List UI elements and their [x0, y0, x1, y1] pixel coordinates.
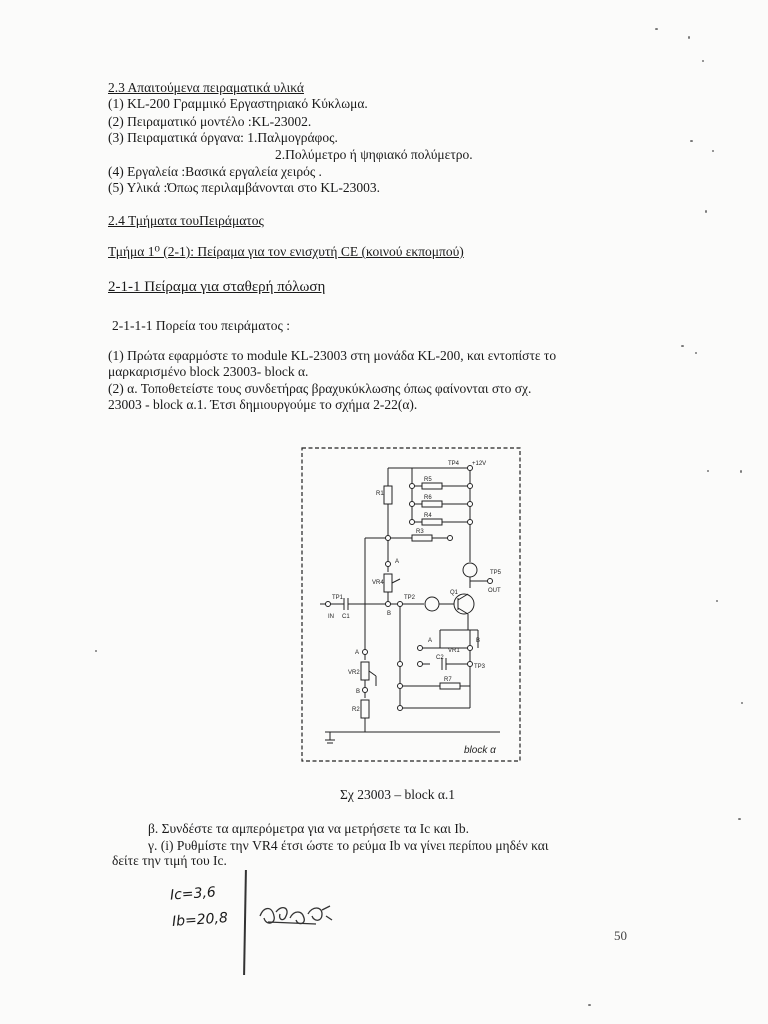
instruction-line: δείτε την τιμή του Ic. [112, 853, 227, 868]
section-heading-required-materials: 2.3 Απαιτούμενα πειραματικά υλικά [108, 80, 304, 95]
label-r5: R5 [424, 477, 432, 483]
paragraph-line: (1) Πρώτα εφαρμόστε το module KL-23003 στη μονάδα KL-200, και εντοπίστε το [108, 348, 557, 363]
terminal [410, 502, 415, 507]
list-item: (1) KL-200 Γραμμικό Εργαστηριακό Κύκλωμα. [108, 96, 368, 111]
label-vcc: +12V [472, 461, 487, 467]
scan-speck [702, 60, 704, 62]
label-vr1: VR1 [448, 648, 460, 654]
terminal [363, 688, 368, 693]
label-q1: Q1 [450, 590, 459, 596]
label-tp5: TP5 [490, 570, 502, 576]
handwritten-ib: Ib=20,8 [171, 910, 229, 930]
scan-speck [738, 818, 741, 820]
label-r6: R6 [424, 495, 432, 501]
terminal [418, 646, 423, 651]
section-heading-experiment-parts: 2.4 Τμήματα τουΠειράματος [108, 213, 264, 228]
scan-speck [712, 150, 714, 152]
terminal [326, 602, 331, 607]
part-heading: Τμήμα 1⁰ (2-1): Πείραμα για τον ενισχυτή CE (κοινού εκπομπού) [108, 244, 464, 259]
scan-speck [690, 140, 693, 142]
label-b3: B [356, 689, 361, 695]
label-r7: R7 [444, 677, 452, 683]
label-a1: A [395, 559, 400, 565]
terminal [386, 602, 391, 607]
scan-speck [705, 210, 707, 213]
label-vr4: VR4 [372, 580, 384, 586]
scan-speck [95, 650, 97, 652]
terminal [386, 562, 391, 567]
list-item: (4) Εργαλεία :Βασικά εργαλεία χειρός . [108, 164, 322, 179]
scan-speck [741, 702, 743, 704]
resistor-r5 [422, 483, 442, 489]
circuit-diagram [300, 446, 522, 764]
terminal [488, 579, 493, 584]
label-vr2: VR2 [348, 670, 360, 676]
signature-doodle [256, 898, 336, 930]
label-r1: R1 [376, 491, 384, 497]
terminal [418, 662, 423, 667]
instruction-line: γ. (i) Ρυθμίστε την VR4 έτσι ώστε το ρεύμα Ib να γίνει περίπου μηδέν και [148, 838, 549, 853]
figure-caption: Σχ 23003 – block α.1 [340, 787, 456, 802]
label-c1: C1 [342, 614, 350, 620]
label-r4: R4 [424, 513, 432, 519]
label-a2: A [428, 638, 433, 644]
procedure-heading: 2-1-1-1 Πορεία του πειράματος : [112, 318, 290, 333]
label-b2: B [476, 638, 481, 644]
scan-speck [681, 345, 684, 347]
terminal [386, 536, 391, 541]
terminal [410, 520, 415, 525]
instruction-line: β. Συνδέστε τα αμπερόμετρα για να μετρήσετε τα Ic και Ib. [148, 821, 469, 836]
label-a3: A [355, 650, 360, 656]
label-tp2: TP2 [404, 595, 416, 601]
terminal [468, 662, 473, 667]
label-tp1: TP1 [332, 595, 344, 601]
label-r2: R2 [352, 707, 360, 713]
terminal [468, 502, 473, 507]
resistor-r3 [412, 535, 432, 541]
terminal [448, 536, 453, 541]
resistor-r4 [422, 519, 442, 525]
terminal [363, 650, 368, 655]
terminal [468, 520, 473, 525]
terminal [468, 646, 473, 651]
transistor-q1 [454, 594, 474, 614]
terminal [468, 484, 473, 489]
label-tp3: TP3 [474, 664, 486, 670]
label-b1: B [387, 611, 392, 617]
scan-speck [655, 28, 658, 30]
label-tp4: TP4 [448, 461, 460, 467]
list-item: (2) Πειραματικό μοντέλο :KL-23002. [108, 114, 312, 129]
terminal [410, 484, 415, 489]
label-r3: R3 [416, 529, 424, 535]
terminal [398, 684, 403, 689]
list-item: (3) Πειραματικά όργανα: 1.Παλμογράφος. [108, 130, 338, 145]
terminal [398, 662, 403, 667]
paragraph-line: μαρκαρισμένο block 23003- block α. [108, 364, 309, 379]
label-in: IN [328, 614, 334, 620]
paragraph-line: 23003 - block α.1. Έτσι δημιουργούμε το σχήμα 2-22(α). [108, 397, 418, 412]
resistor-vr2 [361, 662, 369, 680]
scan-speck [707, 470, 709, 472]
resistor-r7 [440, 683, 460, 689]
label-c2: C2 [436, 655, 444, 661]
paragraph-line: (2) α. Τοποθετείστε τους συνδετήρας βραχυκύκλωσης όπως φαίνονται στο σχ. [108, 381, 532, 396]
scan-speck [695, 352, 697, 354]
sub-heading: 2-1-1 Πείραμα για σταθερή πόλωση [108, 279, 326, 295]
list-item: 2.Πολύμετρο ή ψηφιακό πολύμετρο. [275, 147, 473, 162]
list-item: (5) Υλικά :Όπως περιλαμβάνονται στο KL-23003. [108, 180, 380, 195]
ammeter-base [425, 597, 439, 611]
scan-speck [740, 470, 742, 473]
handwritten-ic: Ic=3,6 [169, 884, 217, 904]
resistor-r1 [384, 486, 392, 504]
label-out: OUT [488, 588, 501, 594]
label-block: block α [464, 745, 496, 756]
terminal [398, 706, 403, 711]
scan-speck [688, 36, 690, 39]
page-number: 50 [614, 928, 627, 943]
ammeter-collector [463, 563, 477, 577]
terminal [398, 602, 403, 607]
resistor-r2 [361, 700, 369, 718]
wire [369, 671, 376, 676]
resistor-vr4 [384, 574, 392, 592]
scan-speck [588, 1004, 591, 1006]
wire [392, 579, 400, 583]
scan-speck [716, 600, 718, 602]
handwritten-divider [243, 870, 247, 975]
resistor-r6 [422, 501, 442, 507]
